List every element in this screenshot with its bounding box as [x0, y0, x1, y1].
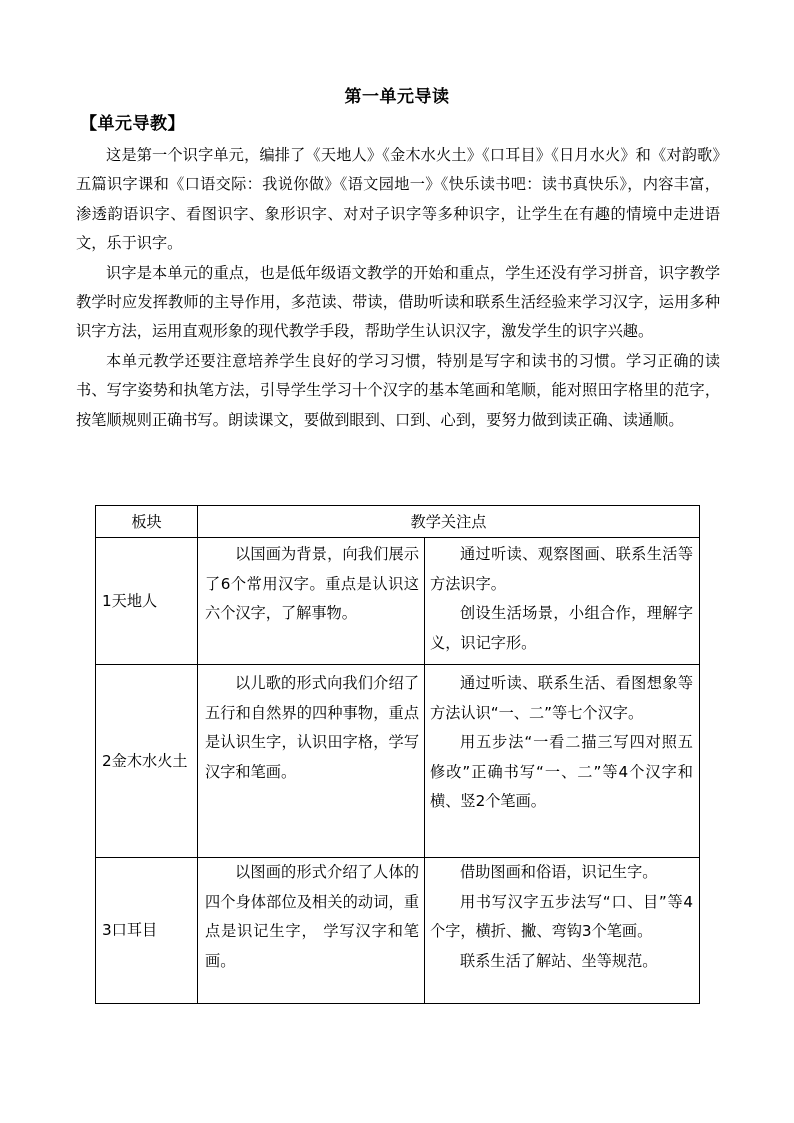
description-text: 以图画的形式介绍了人体的四个身体部位及相关的动词，重点是识记生字， 学写汉字和笔画。 [205, 863, 419, 970]
focus-point: 创设生活场景，小组合作，理解字义，识记字形。 [430, 604, 693, 652]
header-block: 板块 [96, 506, 198, 538]
section-heading: 【单元导教】 [80, 114, 185, 134]
teaching-focus-table [95, 505, 700, 1004]
focus-cell [425, 538, 700, 665]
block-cell: 2金木水火土 [96, 665, 198, 858]
block-cell: 3口耳目 [96, 858, 198, 1004]
focus-point: 用五步法“一看二描三写四对照五修改”正确书写“一、二”等4个汉字和横、竖2个笔画。 [430, 733, 693, 810]
paragraph: 这是第一个识字单元，编排了《天地人》《金木水火土》《口耳目》《日月水火》和《对韵歌》五篇识字课和《口语交际：我说你做》《语文园地一》《快乐读书吧：读书真快乐》，内容丰富，渗透韵语识字、看图识字、象形识字、对对子识字等多种识字，让学生在有趣的情境中走进语文，乐于识字。 [76, 146, 720, 253]
header-focus: 教学关注点 [198, 506, 700, 538]
focus-cell [425, 665, 700, 858]
focus-point: 通过听读、观察图画、联系生活等方法识字。 [430, 545, 693, 593]
body-text [76, 141, 720, 435]
description-text: 以国画为背景，向我们展示了6个常用汉字。重点是认识这六个汉字，了解事物。 [205, 545, 419, 622]
paragraph: 识字是本单元的重点，也是低年级语文教学的开始和重点，学生还没有学习拼音，识字教学教学时应发挥教师的主导作用，多范读、带读，借助听读和联系生活经验来学习汉字，运用多种识字方法，运用直观形象的现代教学手段，帮助学生认识汉字，激发学生的识字兴趣。 [76, 263, 720, 341]
focus-point: 借助图画和俗语，识记生字。 [460, 863, 658, 881]
block-cell: 1天地人 [96, 538, 198, 665]
description-cell [198, 538, 425, 665]
focus-point: 用书写汉字五步法写“口、目”等4个字，横折、撇、弯钩3个笔画。 [430, 892, 693, 940]
table-row [96, 665, 700, 858]
description-cell [198, 858, 425, 1004]
table-row [96, 538, 700, 665]
table-row [96, 858, 700, 1004]
paragraph: 本单元教学还要注意培养学生良好的学习习惯，特别是写字和读书的习惯。学习正确的读书、写字姿势和执笔方法，引导学生学习十个汉字的基本笔画和笔顺，能对照田字格里的范字，按笔顺规则正确书写。朗读课文，要做到眼到、口到、心到，要努力做到读正确、读通顺。 [76, 351, 720, 429]
focus-cell [425, 858, 700, 1004]
page-title: 第一单元导读 [344, 87, 450, 107]
description-text: 以儿歌的形式向我们介绍了五行和自然界的四种事物，重点是认识生字，认识田字格，学写汉字和笔画。 [205, 674, 419, 781]
focus-point: 通过听读、联系生活、看图想象等方法认识“一、二”等七个汉字。 [430, 674, 693, 722]
focus-point: 联系生活了解站、坐等规范。 [460, 951, 658, 970]
description-cell [198, 665, 425, 858]
table-header-row [96, 506, 700, 538]
